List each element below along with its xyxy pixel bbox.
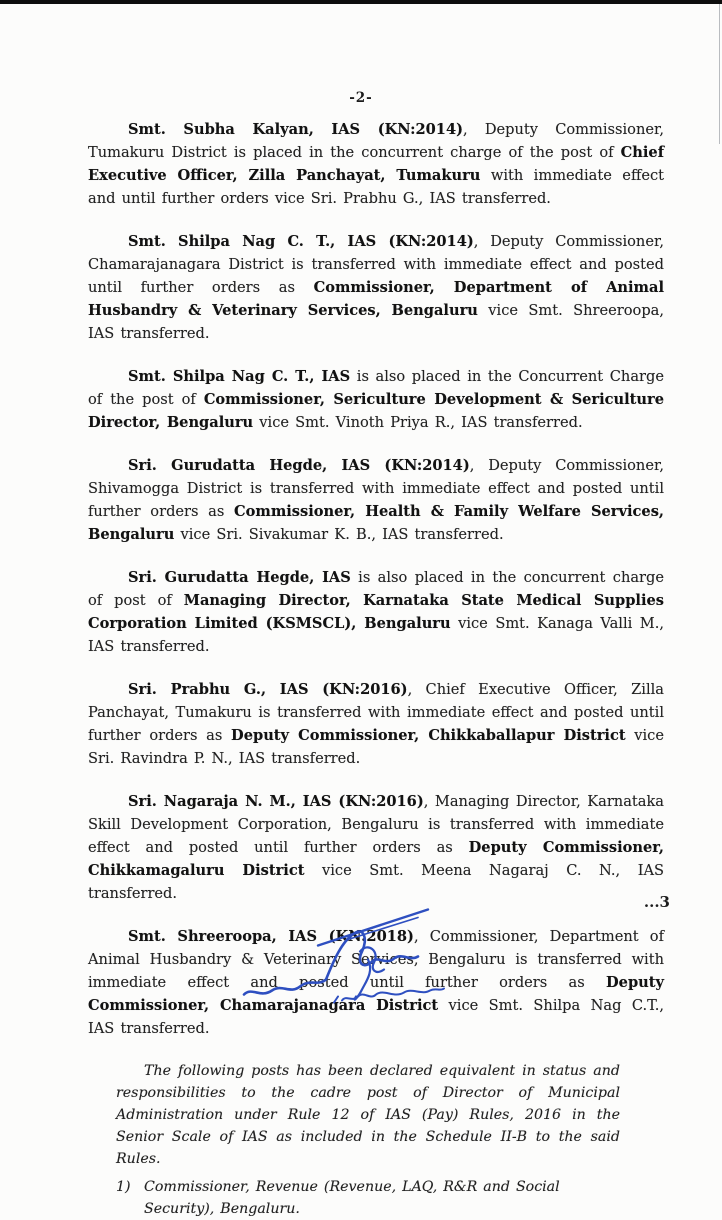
text-run: vice Smt. Shreeroopa, IAS transferred.	[88, 302, 665, 342]
scan-edge-artifact-right	[719, 4, 720, 144]
bold-text-run: Commissioner, Department of Animal Husbandry & Veterinary Services, Bengaluru	[88, 279, 665, 319]
list-item-text: Commissioner, Revenue (Revenue, LAQ, R&R and Social Security), Bengaluru.	[144, 1179, 560, 1217]
concurrent-charge-shilpa-nag	[88, 365, 664, 434]
text-run: is also placed in the concurrent charge of post of	[88, 569, 664, 609]
transfer-order-gurudatta-hegde	[88, 454, 664, 546]
text-run: , Deputy Commissioner, Shivamogga District is transferred with immediate effect and posted until further orders as	[88, 457, 664, 520]
bold-text-run: Deputy Commissioner, Chikkaballapur District	[231, 727, 626, 744]
bold-text-run: Sri. Prabhu G., IAS (KN:2016)	[128, 681, 408, 698]
bold-text-run: Sri. Gurudatta Hegde, IAS	[128, 569, 351, 586]
bold-text-run: Deputy Commissioner, Chamarajanagara District	[88, 974, 664, 1014]
bold-text-run: Smt. Subha Kalyan, IAS (KN:2014)	[128, 121, 464, 138]
bold-text-run: Commissioner, Health & Family Welfare Services, Bengaluru	[88, 503, 664, 543]
text-run: vice Sri. Ravindra P. N., IAS transferred.	[88, 727, 664, 767]
transfer-order-shilpa-nag	[88, 230, 664, 345]
transfer-order-prabhu-g	[88, 678, 664, 770]
bold-text-run: Smt. Shreeroopa, IAS (KN:2018)	[128, 928, 414, 945]
transfer-order-subha-kalyan	[88, 118, 664, 210]
bold-text-run: Managing Director, Karnataka State Medical Supplies Corporation Limited (KSMSCL), Bengaluru	[88, 592, 665, 632]
page-number: -2-	[349, 90, 373, 106]
text-run: vice Smt. Shilpa Nag C.T., IAS transferred.	[88, 997, 664, 1037]
bold-text-run: Smt. Shilpa Nag C. T., IAS	[128, 368, 351, 385]
equivalent-posts-list	[116, 1176, 620, 1220]
bold-text-run: Chief Executive Officer, Zilla Panchayat, Tumakuru	[88, 144, 664, 184]
text-run: vice Smt. Meena Nagaraj C. N., IAS transferred.	[88, 862, 665, 902]
text-run: is also placed in the Concurrent Charge of the post of	[88, 368, 664, 408]
bold-text-run: Deputy Commissioner, Chikkamagaluru District	[88, 839, 664, 879]
text-run: , Chief Executive Officer, Zilla Panchayat, Tumakuru is transferred with immediate effect and posted until further orders as	[88, 681, 664, 744]
text-run: , Deputy Commissioner, Tumakuru District is placed in the concurrent charge of the post of	[88, 121, 664, 161]
list-item-number: 1)	[116, 1179, 131, 1195]
transfer-order-nagaraja-n-m	[88, 790, 664, 905]
text-run: with immediate effect and until further orders vice Sri. Prabhu G., IAS transferred.	[88, 167, 664, 207]
text-run: , Commissioner, Department of Animal Husbandry & Veterinary Services, Bengaluru is transferred with immediate effect and posted until further orders as	[88, 928, 664, 991]
scan-edge-artifact-top	[0, 0, 722, 4]
text-run: vice Smt. Kanaga Valli M., IAS transferred.	[88, 615, 665, 655]
bold-text-run: Commissioner, Sericulture Development & Sericulture Director, Bengaluru	[88, 391, 664, 431]
signature-ink	[232, 900, 452, 1008]
continuation-page-indicator: ...3	[643, 893, 670, 911]
text-run: , Managing Director, Karnataka Skill Development Corporation, Bengaluru is transferred with immediate effect and posted until further orders as	[88, 793, 665, 856]
signature-strokes	[244, 910, 444, 1003]
text-run: vice Sri. Sivakumar K. B., IAS transferred.	[174, 526, 504, 543]
bold-text-run: Smt. Shilpa Nag C. T., IAS (KN:2014)	[128, 233, 474, 250]
list-item	[116, 1176, 620, 1220]
bold-text-run: Sri. Nagaraja N. M., IAS (KN:2016)	[128, 793, 424, 810]
text-run: vice Smt. Vinoth Priya R., IAS transferred.	[253, 414, 583, 431]
text-run: , Deputy Commissioner, Chamarajanagara District is transferred with immediate effect and posted until further orders as	[88, 233, 664, 296]
document-body	[88, 118, 664, 1220]
paragraphs-container	[88, 118, 664, 1170]
equivalence-note	[116, 1060, 620, 1170]
concurrent-charge-gurudatta-hegde	[88, 566, 664, 658]
bold-text-run: Sri. Gurudatta Hegde, IAS (KN:2014)	[128, 457, 470, 474]
text-run: The following posts has been declared equivalent in status and responsibilities to the cadre post of Director of Municipal Administration under Rule 12 of IAS (Pay) Rules, 2016 in the Senior Scale of IAS as included in the Schedule II-B to the said Rules.	[116, 1063, 620, 1167]
